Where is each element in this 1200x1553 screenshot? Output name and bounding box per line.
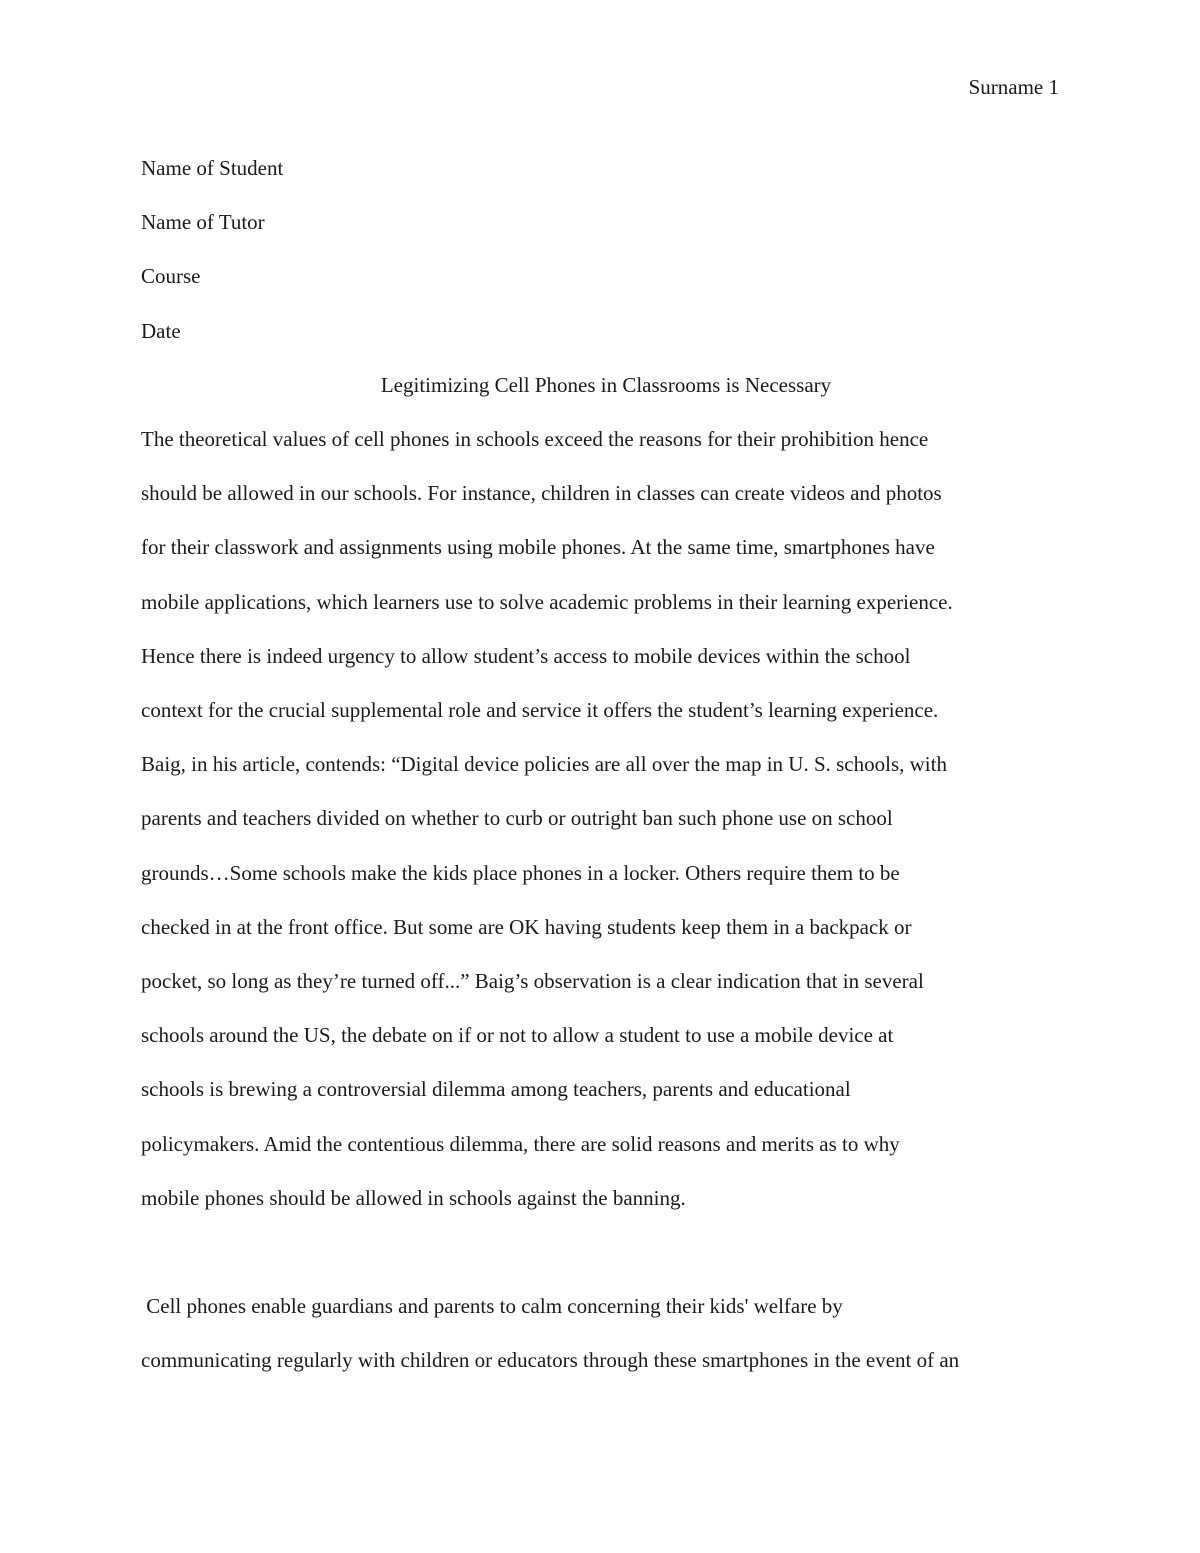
essay-title: Legitimizing Cell Phones in Classrooms is Necessary xyxy=(380,372,832,397)
date-line: Date xyxy=(141,318,181,343)
paragraph-line: communicating regularly with children or educators through these smartphones in the event of an xyxy=(141,1348,960,1373)
document-body xyxy=(141,141,1071,1388)
course-name: Course xyxy=(141,264,201,289)
paragraph-line: for their classwork and assignments using mobile phones. At the same time, smartphones have xyxy=(141,535,935,560)
paragraph-line: context for the crucial supplemental role and service it offers the student’s learning experience. xyxy=(141,698,939,723)
paragraph-line: Cell phones enable guardians and parents to calm concerning their kids' welfare by xyxy=(141,1294,843,1319)
paragraph-line: mobile phones should be allowed in schools against the banning. xyxy=(141,1185,686,1210)
paragraph-2 xyxy=(141,1279,1071,1387)
tutor-name: Name of Tutor xyxy=(141,210,265,235)
paragraph-line: schools around the US, the debate on if or not to allow a student to use a mobile device at xyxy=(141,1023,894,1048)
paragraph-line: grounds…Some schools make the kids place phones in a locker. Others require them to be xyxy=(141,860,900,885)
paragraph-1 xyxy=(141,412,1071,1225)
student-name: Name of Student xyxy=(141,156,284,180)
paragraph-line: Hence there is indeed urgency to allow student’s access to mobile devices within the school xyxy=(141,643,911,668)
paragraph-line: The theoretical values of cell phones in schools exceed the reasons for their prohibition hence xyxy=(141,427,929,452)
paragraph-line: mobile applications, which learners use to solve academic problems in their learning experience. xyxy=(141,589,953,614)
paragraph-gap xyxy=(141,1225,1071,1279)
paragraph-line: pocket, so long as they’re turned off...” Baig’s observation is a clear indication that in several xyxy=(141,969,924,994)
paragraph-line: schools is brewing a controversial dilemma among teachers, parents and educational xyxy=(141,1077,851,1102)
paragraph-line: policymakers. Amid the contentious dilemma, there are solid reasons and merits as to why xyxy=(141,1131,900,1156)
paragraph-line: should be allowed in our schools. For instance, children in classes can create videos and photos xyxy=(141,481,942,506)
paragraph-line: checked in at the front office. But some are OK having students keep them in a backpack or xyxy=(141,914,912,939)
running-head: Surname 1 xyxy=(968,75,1059,99)
paragraph-line: parents and teachers divided on whether to curb or outright ban such phone use on school xyxy=(141,806,893,831)
paragraph-line: Baig, in his article, contends: “Digital device policies are all over the map in U. S. schools, with xyxy=(141,752,947,777)
